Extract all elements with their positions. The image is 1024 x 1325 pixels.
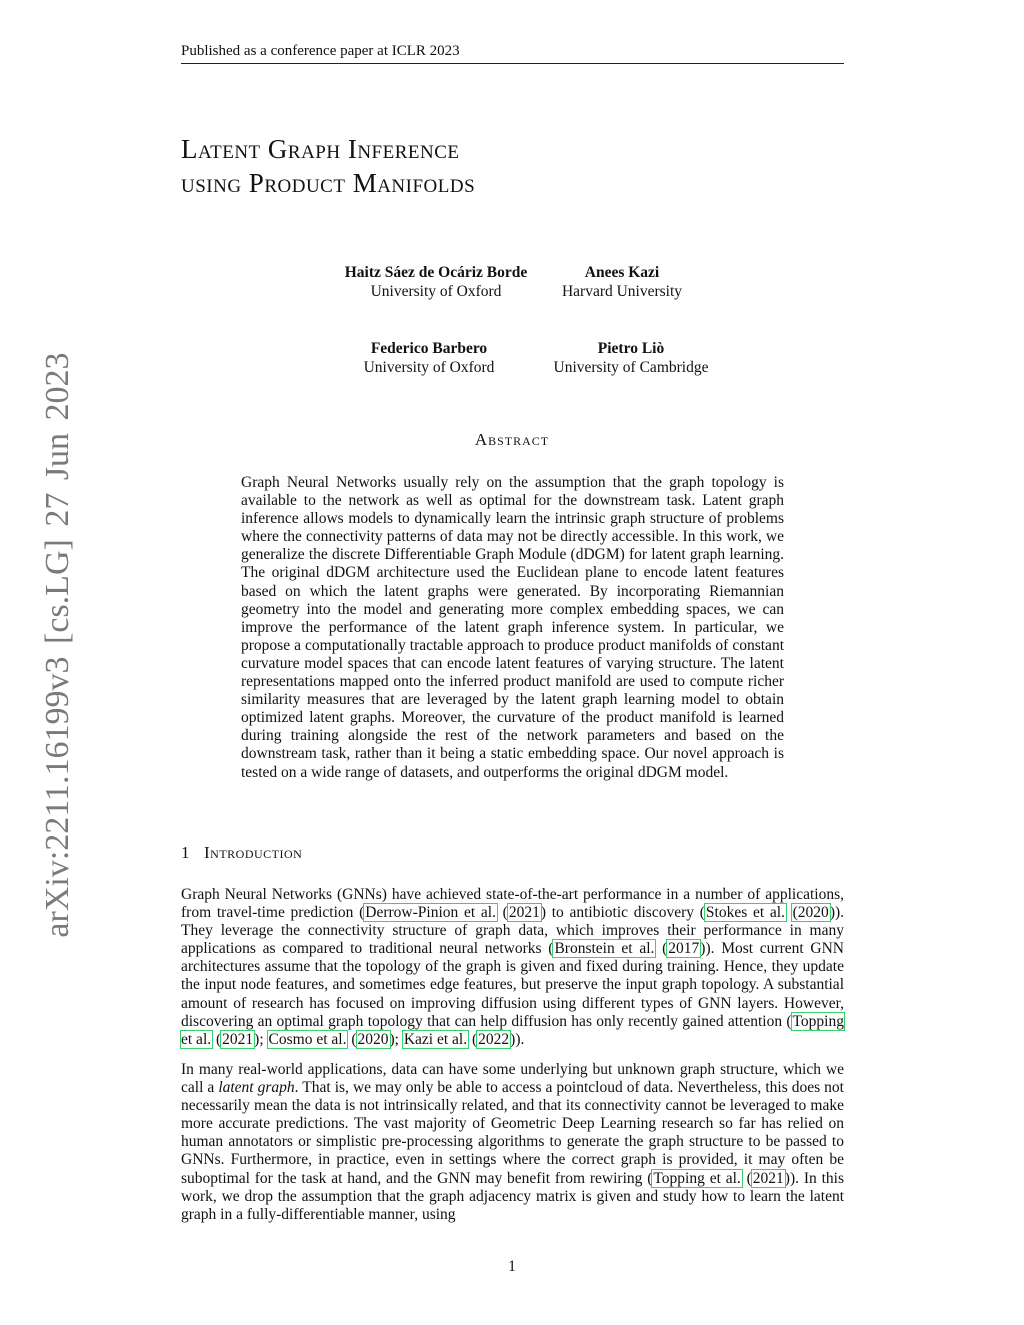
emphasis: latent graph	[218, 1079, 295, 1097]
author-name: Anees Kazi	[584, 264, 660, 281]
citation-link[interactable]: Stokes et al.	[705, 904, 785, 922]
citation-link[interactable]: 2022	[478, 1030, 510, 1048]
citation-link[interactable]: (2020	[792, 904, 829, 922]
abstract-heading: Abstract	[474, 430, 550, 449]
author-block	[537, 263, 707, 301]
author-affiliation: University of Oxford	[363, 359, 495, 376]
author-name: Haitz Sáez de Ocáriz Borde	[344, 264, 528, 281]
citation-link[interactable]: Topping et al.	[181, 1012, 844, 1048]
section-heading	[181, 843, 302, 863]
citation-link[interactable]: Bronstein et al.	[554, 940, 655, 958]
citation-link[interactable]: Topping et al.	[653, 1169, 741, 1187]
author-affiliation: University of Cambridge	[553, 359, 709, 376]
page-number: 1	[508, 1258, 516, 1275]
citation-link[interactable]: 2021	[752, 1169, 784, 1187]
author-name: Federico Barbero	[370, 340, 488, 357]
title-line-1: Latent Graph Inference	[181, 134, 460, 164]
author-affiliation: Harvard University	[561, 283, 683, 300]
abstract-text: Graph Neural Networks usually rely on the assumption that the graph topology is available to the network as well as optimal for the downstream task. Latent graph inference allows models to dynamically learn the intrinsic graph structure of problems where the connectivity patterns of data may not be directly accessible. In this work, we generalize the discrete Differentiable Graph Module (dDGM) for latent graph learning. The original dDGM architecture used the Euclidean plane to encode latent features based on which the latent graphs were generated. By incorporating Riemannian geometry into the model and generating more complex embedding spaces, we can improve the performance of the latent graph inference system. In particular, we propose a computationally tractable approach to produce product manifolds of constant curvature model spaces that can encode latent features of varying structure. The latent representations mapped onto the inferred product manifold are used to compute richer similarity measures that are leveraged by the latent graph learning model to obtain optimized latent graphs. Moreover, the curvature of the product manifold is learned during training alongside the rest of the network parameters and based on the downstream task, rather than it being a static embedding space. Our novel approach is tested on a wide range of datasets, and outperforms the original dDGM model.	[241, 474, 784, 781]
citation-link[interactable]: Kazi et al.	[403, 1030, 468, 1048]
arxiv-identifier: arXiv:2211.16199v3 [cs.LG] 27 Jun 2023	[39, 352, 76, 938]
intro-paragraph-1: Graph Neural Networks (GNNs) have achieved state-of-the-art performance in a number of applications, from travel-time prediction (Derrow-Pinion et al. (2021) to antibiotic discovery (Stokes et al. (2020)). They leverage the connectivity structure of graph data, which improves their performance in many applications as compared to traditional neural networks (Bronstein et al. (2017)). Most current GNN architectures assume that the topology of the graph is given and fixed during training. Hence, they update the input node features, and sometimes edge features, but preserve the input graph topology. A substantial amount of research has focused on improving diffusion using different types of GNN layers. However, discovering an optimal graph topology that can help diffusion has only recently gained attention (Topping et al. (2021); Cosmo et al. (2020); Kazi et al. (2022)).	[181, 886, 845, 1048]
citation-link[interactable]: 2021	[508, 904, 540, 922]
citation-link[interactable]: Derrow-Pinion et al.	[365, 904, 496, 922]
citation-link[interactable]: 2021	[222, 1030, 254, 1048]
author-block	[321, 263, 551, 301]
author-block	[531, 339, 731, 377]
section-title: Introduction	[204, 843, 303, 862]
section-number: 1	[181, 843, 190, 862]
author-name: Pietro Liò	[597, 340, 665, 357]
paper-title	[181, 132, 475, 200]
intro-paragraph-2: In many real-world applications, data can have some underlying but unknown graph structure, which we call a latent graph. That is, we may only be able to access a pointcloud of data. Nevertheless, this does not necessarily mean the data is not intrinsically related, and that its connectivity cannot be leveraged to make more accurate predictions. The vast majority of Geometric Deep Learning research so far has relied on human annotators or simplistic pre-processing algorithms to generate the graph structure to be passed to GNNs. Furthermore, in practice, even in settings where the correct graph is provided, it may often be suboptimal for the task at hand, and the GNN may benefit from rewiring (Topping et al. (2021)). In this work, we drop the assumption that the graph adjacency matrix is given and study how to learn the latent graph in a fully-differentiable manner, using	[181, 1061, 844, 1223]
author-block	[339, 339, 519, 377]
citation-link[interactable]: 2017	[668, 940, 700, 958]
citation-link[interactable]: Cosmo et al.	[268, 1030, 347, 1048]
running-header: Published as a conference paper at ICLR 2023	[181, 43, 844, 64]
author-affiliation: University of Oxford	[370, 283, 502, 300]
title-line-2: using Product Manifolds	[181, 168, 476, 198]
citation-link[interactable]: 2020	[357, 1030, 389, 1048]
